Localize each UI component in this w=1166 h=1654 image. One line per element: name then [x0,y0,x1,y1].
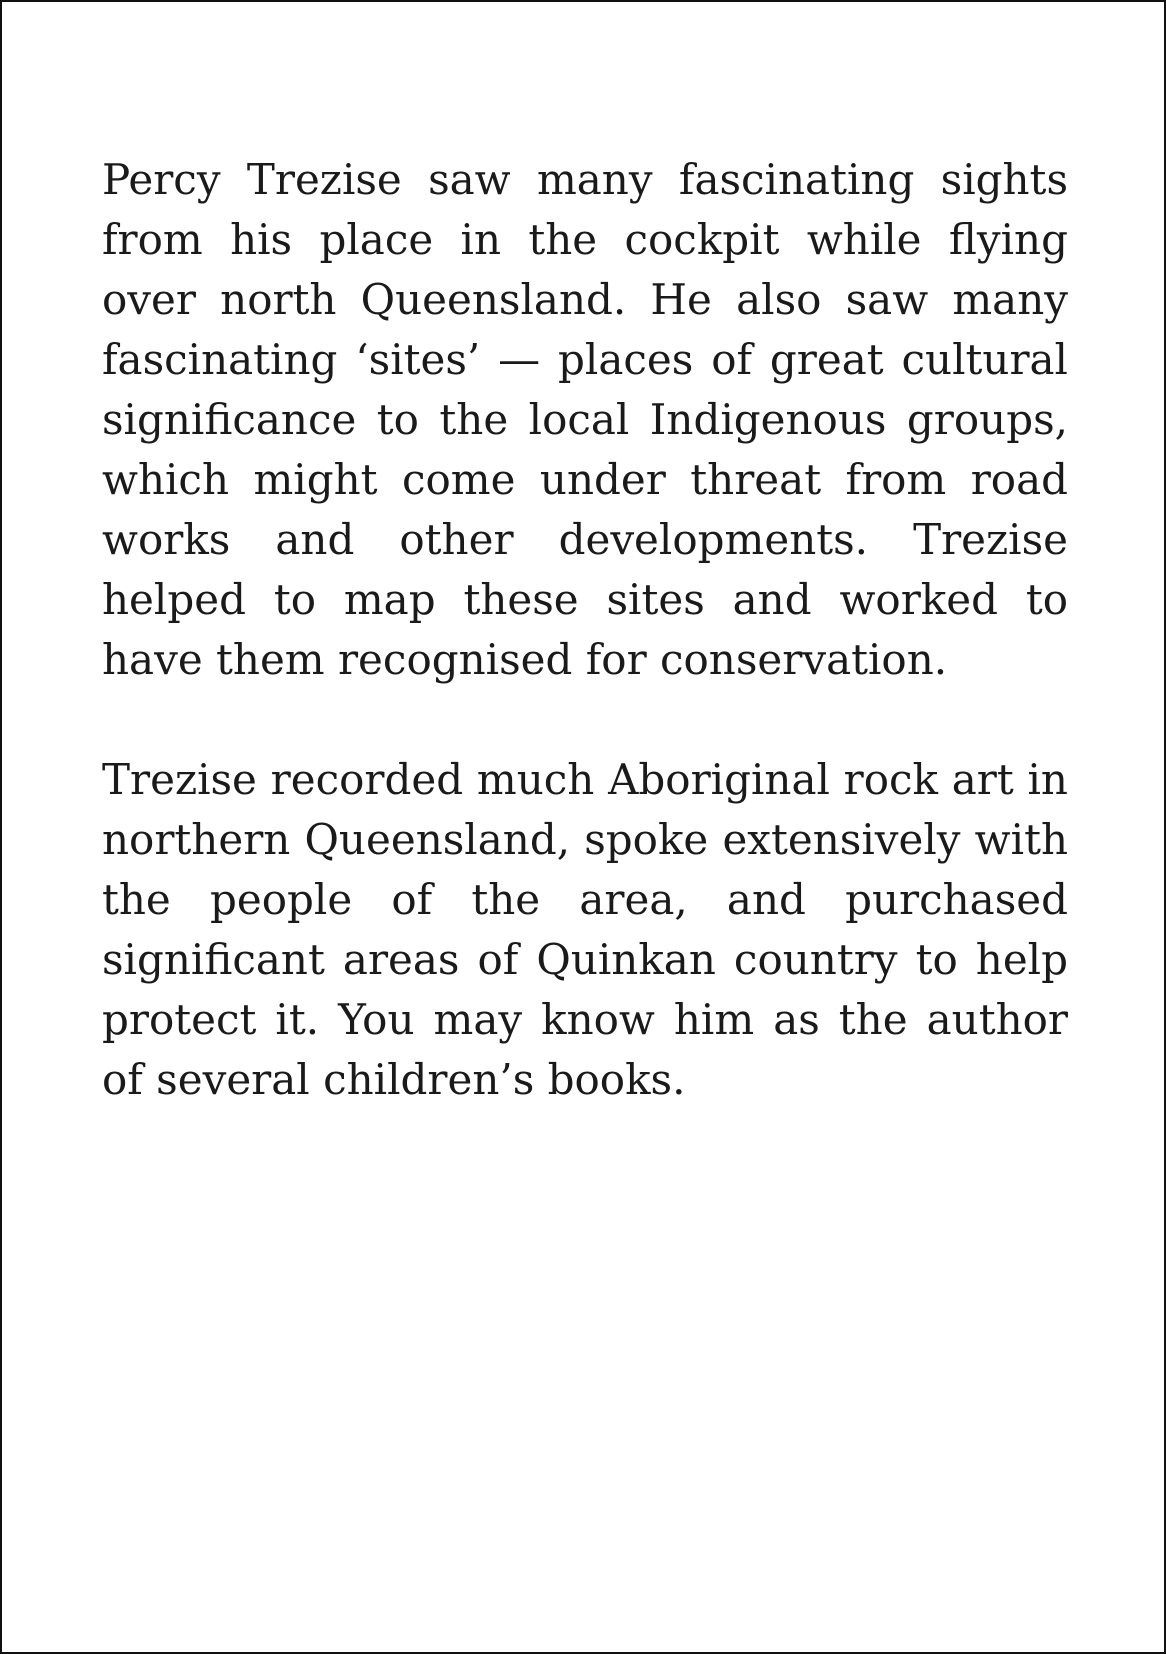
paragraph-2: Trezise recorded much Aboriginal rock art in northern Queensland, spoke extensively with the people of the area, and purchased significant areas of Quinkan country to help protect it. You may know him as the author of several children’s books. [102,755,1068,1104]
paragraph-1: Percy Trezise saw many fascinating sights from his place in the cockpit while flying over north Queensland. He also saw many fascinating ‘sites’ — places of great cultural significance to the local Indigenous groups, which might come under threat from road works and other developments. Trezise helped to map these sites and worked to have them recognised for conservation. [102,155,1068,684]
body-text [102,150,1068,1110]
